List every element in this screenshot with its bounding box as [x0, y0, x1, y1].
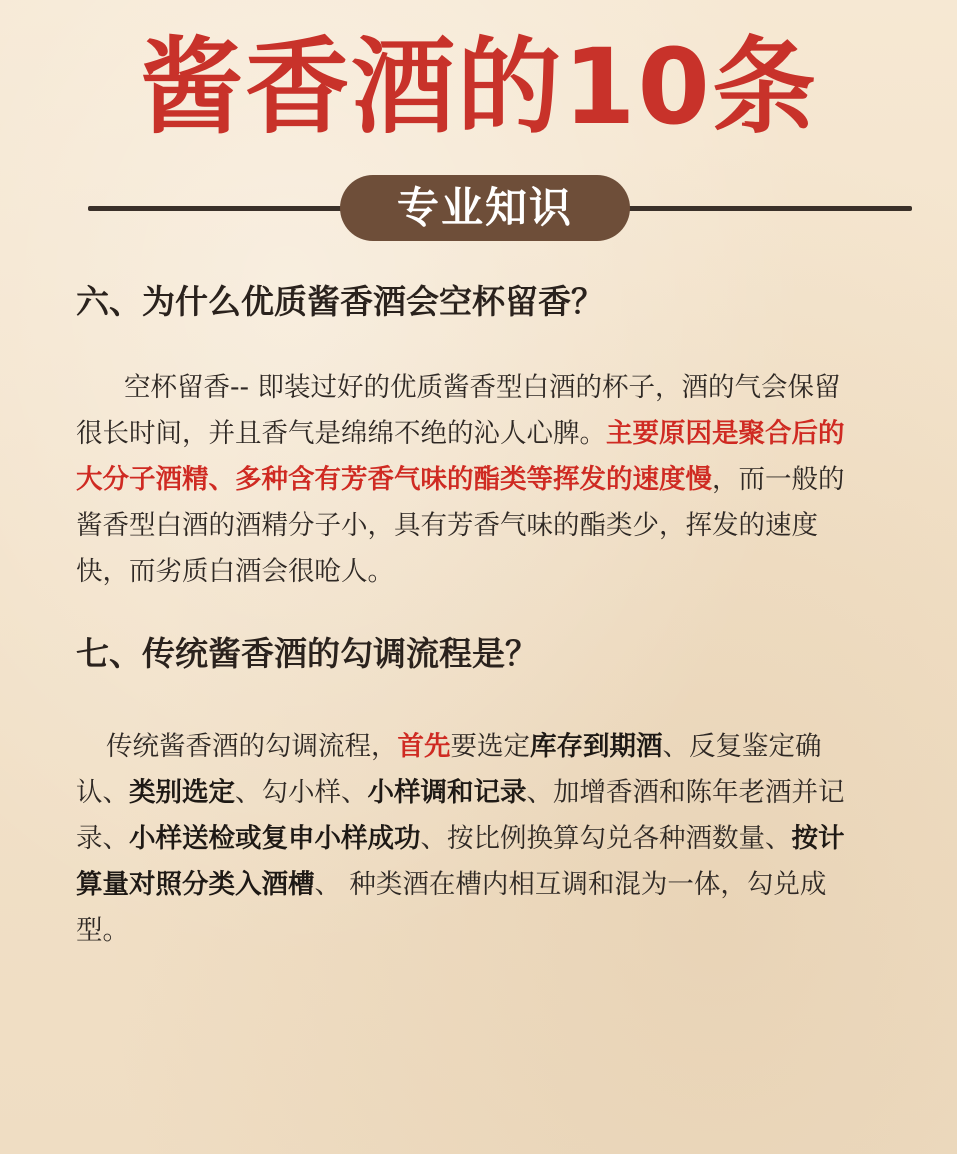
section-6-paragraph — [76, 365, 886, 595]
text-segment: 快，而劣质白酒会很呛人。 — [76, 556, 394, 587]
text-segment: 、 种类酒在槽内相互调和混为一体，勾兑成 — [314, 869, 827, 900]
text-segment: 要选定 — [450, 731, 530, 762]
section-heading-6: 六、为什么优质酱香酒会空杯留香？ — [76, 282, 604, 321]
text-segment: 空杯留香-- 即装过好的优质酱香型白酒的杯子，酒的气会保留 — [124, 372, 841, 403]
bold-text: 小样送检或复申小样成功 — [129, 823, 421, 854]
bold-text: 按计 — [791, 823, 845, 854]
highlighted-text: 首先 — [397, 731, 451, 762]
text-segment: 传统酱香酒的勾调流程， — [106, 731, 398, 762]
paragraph-line — [76, 862, 886, 908]
paragraph-line — [76, 503, 886, 549]
text-segment: 认、 — [76, 777, 129, 808]
bold-text: 库存到期酒 — [530, 731, 663, 762]
divider-line-right — [606, 206, 912, 211]
text-segment: 、加增香酒和陈年老酒并记 — [526, 777, 845, 808]
bold-text: 小样调和记录 — [367, 777, 527, 808]
highlighted-text: 大分子酒精、多种含有芳香气味的酯类等挥发的速度慢 — [76, 464, 712, 495]
bold-text: 类别选定 — [129, 777, 235, 808]
paragraph-line — [76, 816, 886, 862]
page-title: 酱香酒的10条 — [139, 26, 818, 148]
text-segment: ，而一般的 — [712, 464, 845, 495]
subtitle-badge: 专业知识 — [340, 175, 630, 241]
divider-line-left — [88, 206, 358, 211]
text-segment: 型。 — [76, 915, 129, 946]
paragraph-line — [76, 411, 886, 457]
paragraph-line — [76, 908, 886, 954]
paragraph-line — [76, 770, 886, 816]
text-segment: 、勾小样、 — [235, 777, 368, 808]
text-segment: 、反复鉴定确 — [662, 731, 822, 762]
text-segment: 很长时间，并且香气是绵绵不绝的沁人心脾。 — [76, 418, 606, 449]
text-segment: 酱香型白酒的酒精分子小，具有芳香气味的酯类少，挥发的速度 — [76, 510, 818, 541]
paragraph-line — [76, 365, 886, 411]
text-segment: 录、 — [76, 823, 129, 854]
paragraph-line — [76, 724, 886, 770]
bold-text: 算量对照分类入酒槽 — [76, 869, 315, 900]
highlighted-text: 主要原因是聚合后的 — [606, 418, 845, 449]
text-segment: 、按比例换算勾兑各种酒数量、 — [420, 823, 792, 854]
paragraph-line — [76, 549, 886, 595]
section-7-paragraph — [76, 724, 886, 954]
section-heading-7: 七、传统酱香酒的勾调流程是？ — [76, 634, 538, 673]
paragraph-line — [76, 457, 886, 503]
